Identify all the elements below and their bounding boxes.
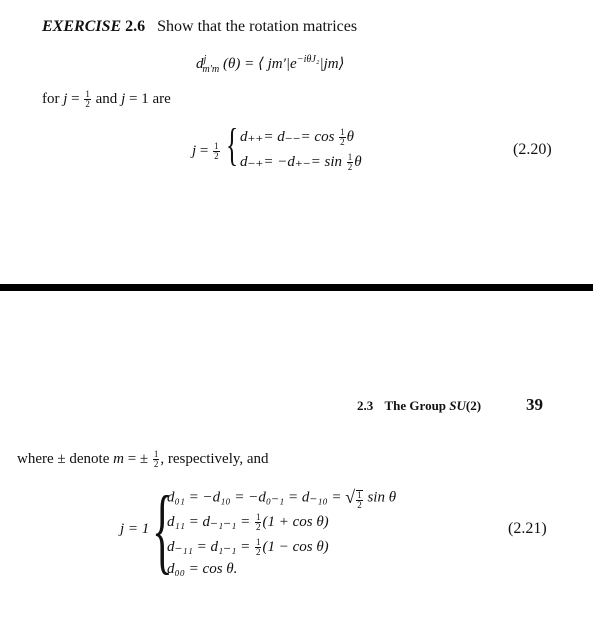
matrix-arg: (θ) = bbox=[223, 56, 255, 72]
frac-num: 1 bbox=[153, 449, 159, 459]
frac-num: 1 bbox=[255, 537, 261, 548]
half-fraction bbox=[339, 128, 346, 147]
eq-2-21-lhs: j = 1 bbox=[120, 521, 150, 537]
matrix-d: d bbox=[196, 56, 204, 72]
theta: θ bbox=[354, 154, 362, 170]
eq-2-20-line-2 bbox=[240, 152, 362, 172]
eq-2-21-line-1 bbox=[167, 487, 396, 510]
half-fraction bbox=[255, 513, 262, 532]
matrix-rhs: ⟨ jm′|e bbox=[258, 56, 297, 72]
matrix-tail: |jm⟩ bbox=[319, 56, 345, 72]
for-word: for bbox=[42, 90, 60, 107]
equals-sign: = bbox=[199, 142, 209, 159]
half-fraction bbox=[213, 142, 220, 161]
frac-num: 1 bbox=[340, 127, 345, 138]
eq-2-21-line-3 bbox=[167, 537, 329, 557]
frac-num: 1 bbox=[85, 89, 90, 99]
theta: θ bbox=[346, 129, 355, 145]
j-symbol: j bbox=[121, 90, 126, 107]
page-divider bbox=[0, 284, 593, 291]
frac-den: 2 bbox=[153, 459, 159, 469]
left-brace: { bbox=[226, 119, 239, 170]
j-symbol: j bbox=[192, 142, 197, 159]
exercise-text: Show that the rotation matrices bbox=[157, 18, 358, 35]
sqrt-half: √ $\frac{1}{2}$ bbox=[345, 487, 362, 510]
for-j-line bbox=[42, 90, 171, 109]
half-fraction bbox=[255, 538, 262, 557]
respectively-text: , respectively, and bbox=[160, 450, 269, 467]
j-symbol: j bbox=[63, 90, 68, 107]
where-line bbox=[17, 450, 269, 469]
equals-sign: = bbox=[71, 90, 80, 107]
line-3-text: d₋₁₁ = d₁₋₁ = bbox=[167, 539, 251, 555]
half-fraction bbox=[153, 450, 160, 469]
frac-den: 2 bbox=[255, 522, 261, 533]
matrix-sub: m′m bbox=[202, 64, 220, 75]
page-number: 39 bbox=[526, 395, 543, 414]
exercise-heading bbox=[42, 18, 357, 36]
frac-den: 2 bbox=[340, 137, 345, 148]
running-header bbox=[357, 398, 481, 414]
frac-num: 1 bbox=[357, 489, 362, 500]
section-title-tail: (2) bbox=[465, 398, 482, 413]
su-symbol: SU bbox=[449, 398, 466, 413]
matrix-exp: −iθJ₂ bbox=[296, 54, 320, 65]
rotation-matrix-definition bbox=[196, 54, 344, 73]
m-symbol: m bbox=[113, 450, 124, 467]
one-minus-cos: (1 − cos θ) bbox=[262, 539, 329, 555]
where-text: where ± denote bbox=[17, 450, 110, 467]
eq-2-20-lhs bbox=[192, 142, 221, 161]
frac-den: 2 bbox=[85, 99, 90, 109]
matrix-sup: j bbox=[203, 54, 207, 65]
half-fraction bbox=[347, 153, 354, 172]
line-1-text: d₀₁ = −d₁₀ = −d₀₋₁ = d₋₁₀ = bbox=[167, 489, 342, 506]
eq-2-21-line-2 bbox=[167, 512, 329, 532]
section-number: 2.3 bbox=[357, 398, 374, 413]
exercise-number: 2.6 bbox=[125, 18, 146, 35]
frac-den: 2 bbox=[255, 547, 261, 558]
sin-theta: sin θ bbox=[367, 489, 397, 506]
equation-number-2-20: (2.20) bbox=[513, 141, 552, 158]
frac-num: 1 bbox=[255, 512, 261, 523]
one-plus-cos: (1 + cos θ) bbox=[262, 514, 329, 530]
frac-num: 1 bbox=[214, 141, 219, 151]
equals-one-are: = 1 are bbox=[128, 90, 171, 107]
frac-den: 2 bbox=[357, 499, 362, 510]
eq-2-20-line-1 bbox=[240, 127, 354, 147]
frac-num: 1 bbox=[347, 152, 353, 163]
section-title: The Group bbox=[384, 398, 447, 413]
exercise-label: EXERCISE bbox=[42, 18, 122, 35]
eq-2-21-line-4: d₀₀ = cos θ. bbox=[167, 561, 238, 577]
equals-plus-minus: = ± bbox=[127, 450, 149, 467]
equation-number-2-21: (2.21) bbox=[508, 520, 547, 537]
and-word: and bbox=[95, 90, 118, 107]
line-2-text: d₁₁ = d₋₁₋₁ = bbox=[167, 514, 251, 530]
line-1-text: d₊₊= d₋₋= cos bbox=[240, 129, 335, 145]
frac-den: 2 bbox=[214, 151, 219, 161]
frac-den: 2 bbox=[347, 162, 353, 173]
left-brace: { bbox=[152, 476, 173, 583]
line-2-text: d₋₊= −d₊₋= sin bbox=[240, 154, 343, 170]
half-fraction bbox=[84, 90, 91, 109]
